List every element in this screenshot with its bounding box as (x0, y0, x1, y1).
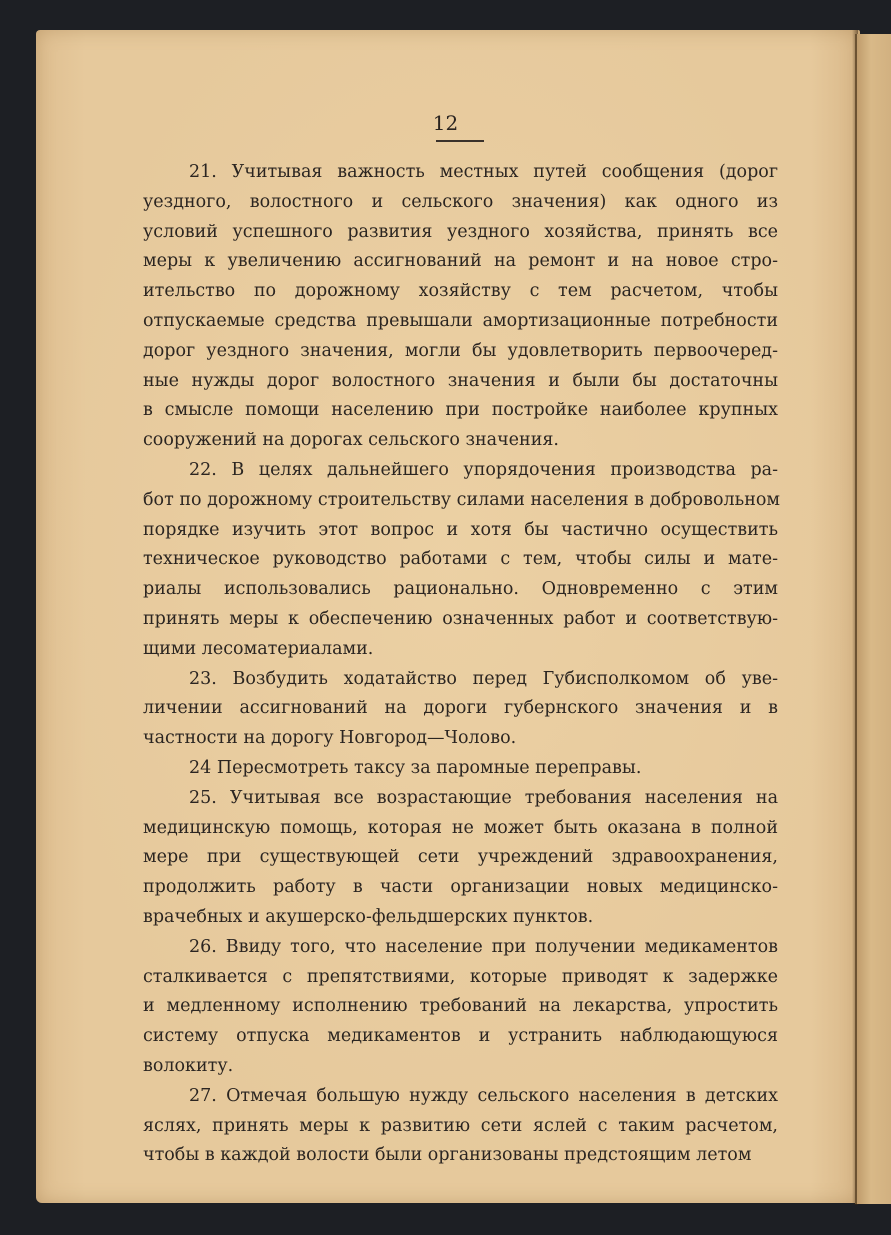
text-line: 26. Ввиду того, что население при получении медикаментов (189, 936, 778, 957)
text-line: чтобы в каждой волости были организованы предстоящим летом (143, 1145, 752, 1166)
text-line: дорог уездного значения, могли бы удовлетворить первоочеред- (143, 340, 778, 361)
paragraph (143, 665, 778, 754)
text-line: и медленному исполнению требований на лекарства, упростить (143, 996, 778, 1017)
text-line: мере при существующей сети учреждений здравоохранения, (143, 847, 778, 868)
page-number: 12 (432, 111, 459, 135)
text-line: сталкивается с препятствиями, которые приводят к задержке (143, 966, 778, 987)
text-line: принять меры к обеспечению означенных работ и соответствую- (143, 608, 778, 629)
paragraph (143, 158, 778, 456)
text-line: в смысле помощи населению при постройке наиболее крупных (143, 400, 778, 421)
text-line: частности на дорогу Новгород—Чолово. (143, 728, 517, 749)
text-line: риалы использовались рационально. Одновременно с этим (143, 579, 778, 600)
text-line: щими лесоматериалами. (143, 638, 374, 659)
paragraph (143, 754, 778, 784)
text-line: 27. Отмечая большую нужду сельского населения в детских (189, 1085, 778, 1106)
text-line: яслях, принять меры к развитию сети яслей с таким расчетом, (143, 1115, 778, 1136)
text-line: отпускаемые средства превышали амортизационные потребности (143, 310, 778, 331)
paragraph (143, 1082, 778, 1171)
text-line: уездного, волостного и сельского значения) как одного из (143, 191, 778, 212)
text-line: личении ассигнований на дороги губернского значения и в (143, 698, 778, 719)
text-line: 24 Пересмотреть таксу за паромные переправы. (189, 757, 642, 778)
text-line: 23. Возбудить ходатайство перед Губисполкомом об уве- (189, 668, 778, 689)
page-number-underline (436, 140, 484, 142)
text-line: волокиту. (143, 1055, 234, 1076)
adjacent-page-edge (855, 34, 891, 1204)
paragraph (143, 933, 778, 1082)
text-line: меры к увеличению ассигнований на ремонт и на новое стро- (143, 251, 778, 272)
text-line: 21. Учитывая важность местных путей сообщения (дорог (189, 162, 778, 182)
text-line: 25. Учитывая все возрастающие требования населения на (189, 787, 778, 808)
text-line: сооружений на дорогах сельского значения. (143, 430, 559, 451)
text-line: техническое руководство работами с тем, чтобы силы и мате- (143, 549, 778, 570)
text-line: 22. В целях дальнейшего упорядочения производства ра- (189, 459, 778, 480)
text-line: медицинскую помощь, которая не может быть оказана в полной (143, 817, 778, 838)
text-line: продолжить работу в части организации новых медицинско- (143, 877, 778, 898)
paragraph (143, 456, 781, 665)
text-line: порядке изучить этот вопрос и хотя бы частично осуществить (143, 519, 778, 540)
body-text (143, 158, 781, 1171)
text-line: ительство по дорожному хозяйству с тем расчетом, чтобы (143, 281, 778, 302)
text-line: врачебных и акушерско-фельдшерских пунктов. (143, 906, 594, 927)
text-line: систему отпуска медикаментов и устранить наблюдающуюся (143, 1026, 778, 1047)
text-line: бот по дорожному строительству силами населения в добровольном (143, 489, 781, 510)
paragraph (143, 784, 778, 933)
text-line: ные нужды дорог волостного значения и были бы достаточны (143, 370, 778, 391)
text-line: условий успешного развития уездного хозяйства, принять все (143, 221, 778, 242)
